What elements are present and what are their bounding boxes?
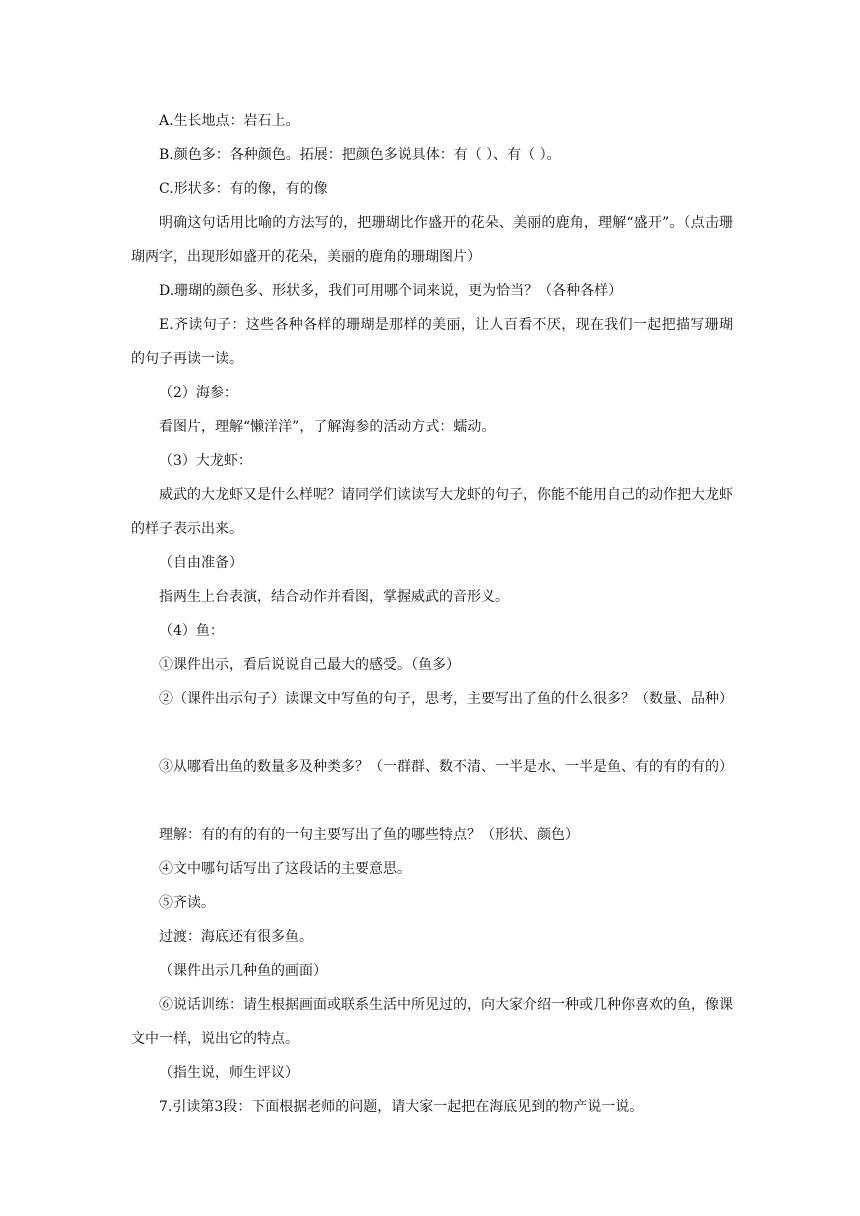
paragraph-guided-reading: 7.引读第3段：下面根据老师的问题，请大家一起把在海底见到的物产说一说。: [159, 1099, 644, 1115]
paragraph-word-choice: D.珊瑚的颜色多、形状多，我们可用哪个词来说，更为恰当？（各种各样）: [159, 283, 623, 299]
paragraph-courseware-fish: （课件出示几种鱼的画面）: [159, 963, 327, 979]
paragraph-metaphor-explanation: 明确这句话用比喻的方法写的，把珊瑚比作盛开的花朵、美丽的鹿角，理解“盛开”。（点击珊瑚两字，出现形如盛开的花朵，美丽的鹿角的珊瑚图片）: [131, 215, 733, 265]
paragraph-student-comment: （指生说，师生评议）: [159, 1065, 299, 1081]
paragraph-performance: 指两生上台表演，结合动作并看图，掌握威武的音形义。: [159, 589, 509, 605]
paragraph-understand: 理解：有的有的有的一句主要写出了鱼的哪些特点？（形状、颜色）: [159, 827, 579, 843]
paragraph-growth-location: A.生长地点：岩石上。: [159, 113, 300, 129]
paragraph-fish-step-4: ④文中哪句话写出了这段话的主要意思。: [159, 861, 411, 877]
paragraph-fish-step-2: ②（课件出示句子）读课文中写鱼的句子，思考，主要写出了鱼的什么很多？（数量、品种）: [159, 691, 733, 707]
paragraph-many-colors: B.颜色多：各种颜色。拓展：把颜色多说具体：有（ ）、有（ ）。: [159, 147, 561, 163]
paragraph-lobster: 威武的大龙虾又是什么样呢？请同学们读读写大龙虾的句子，你能不能用自己的动作把大龙虾的样子表示出来。: [131, 487, 733, 537]
heading-fish: （4）鱼：: [159, 623, 224, 639]
paragraph-free-prep: （自由准备）: [159, 555, 243, 571]
heading-lobster: （3）大龙虾：: [159, 453, 252, 469]
heading-sea-cucumber: （2）海参：: [159, 385, 238, 401]
paragraph-fish-step-1: ①课件出示，看后说说自己最大的感受。（鱼多）: [159, 657, 460, 673]
paragraph-fish-step-5: ⑤齐读。: [159, 895, 215, 911]
paragraph-sea-cucumber: 看图片，理解“懒洋洋”，了解海参的活动方式：蠕动。: [159, 419, 496, 435]
paragraph-transition: 过渡：海底还有很多鱼。: [159, 929, 313, 945]
paragraph-fish-step-6: ⑥说话训练：请生根据画面或联系生活中所见过的，向大家介绍一种或几种你喜欢的鱼，像课文中一样，说出它的特点。: [131, 997, 733, 1047]
paragraph-read-together: E.齐读句子：这些各种各样的珊瑚是那样的美丽，让人百看不厌，现在我们一起把描写珊瑚的句子再读一读。: [131, 317, 733, 367]
paragraph-many-shapes: C.形状多：有的像，有的像: [159, 181, 328, 197]
paragraph-fish-step-3: ③从哪看出鱼的数量多及种类多？（一群群、数不清、一半是水、一半是鱼、有的有的有的）: [159, 759, 733, 775]
